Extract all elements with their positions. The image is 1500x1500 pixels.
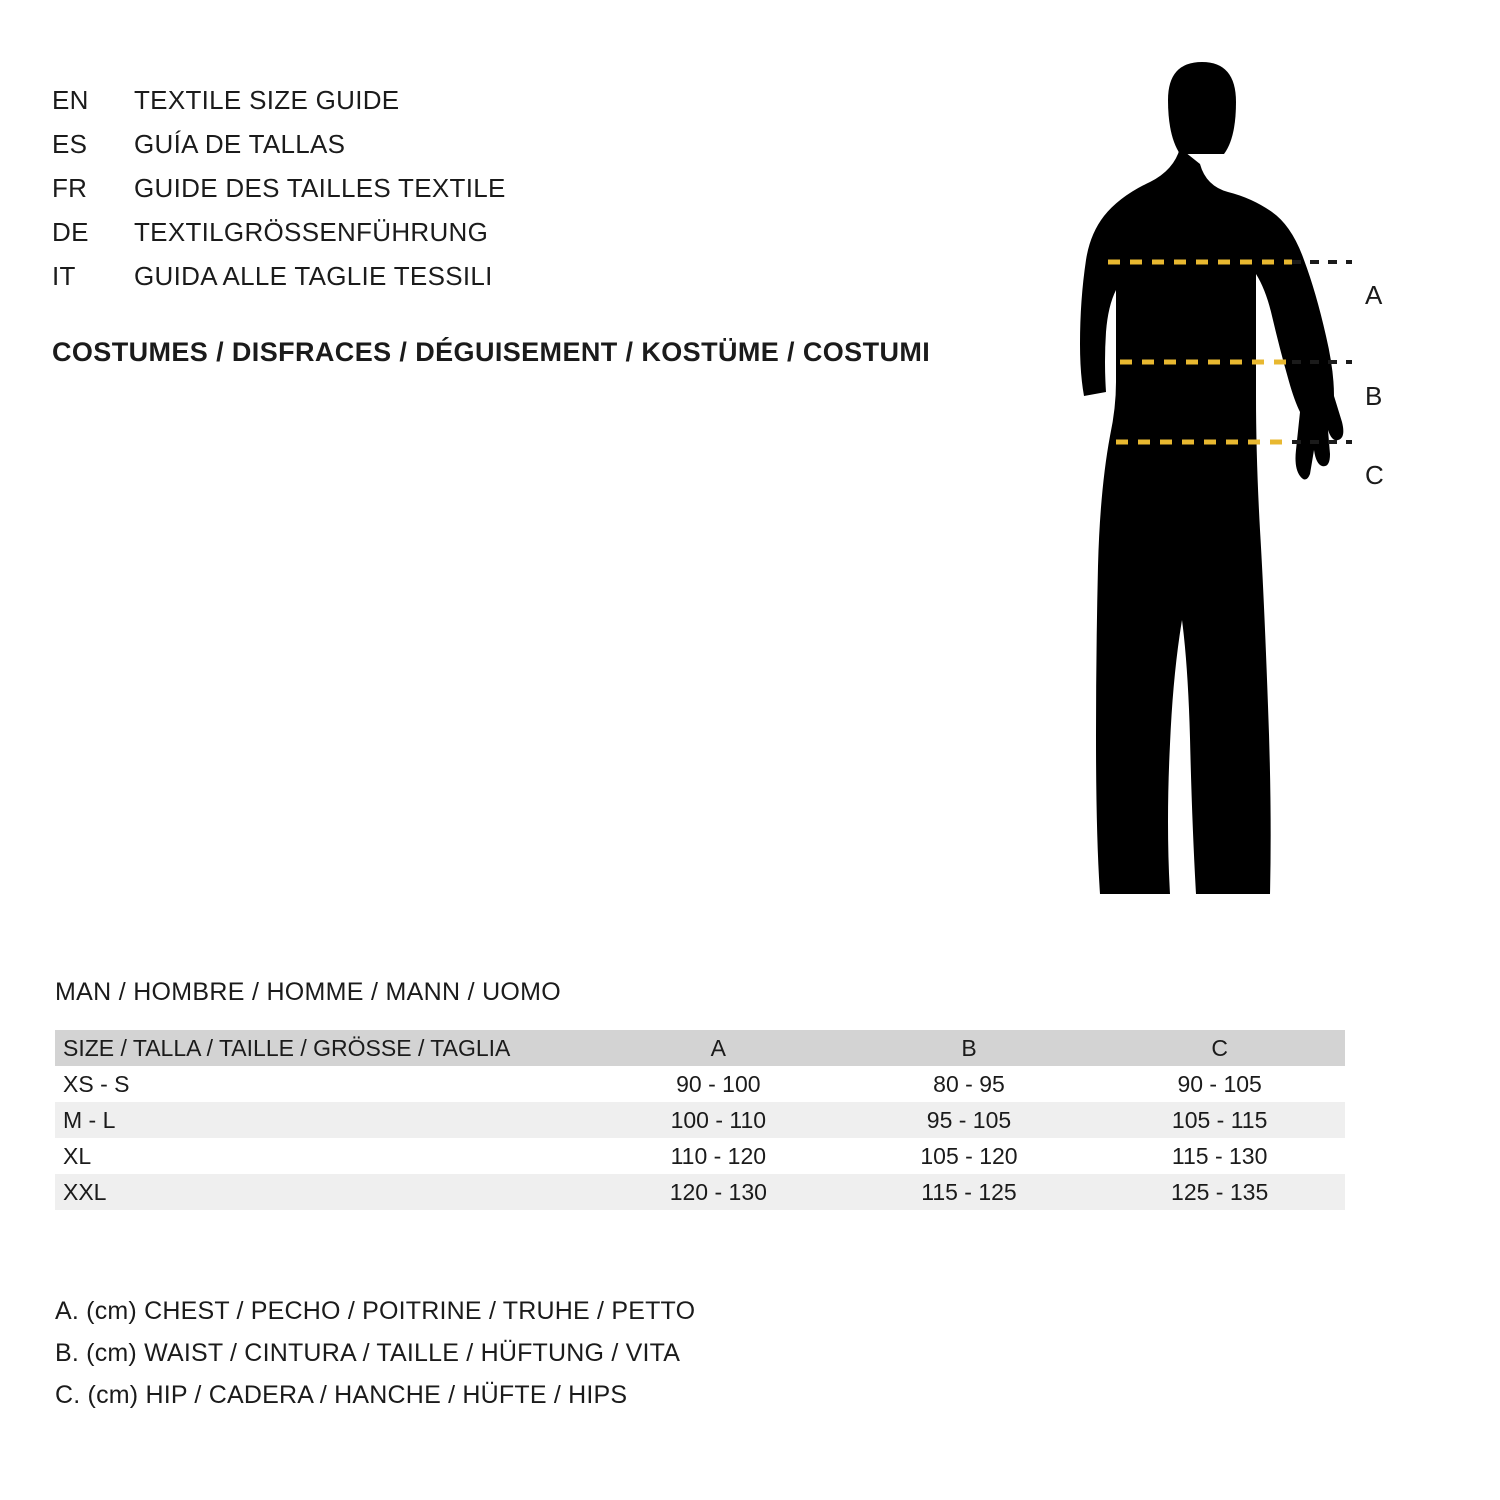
language-row (52, 210, 1032, 254)
size-table (55, 1030, 1345, 1210)
table-cell-c: 125 - 135 (1094, 1174, 1345, 1210)
language-title: GUIDE DES TAILLES TEXTILE (134, 173, 506, 203)
table-cell-a: 110 - 120 (593, 1138, 844, 1174)
language-title: TEXTILGRÖSSENFÜHRUNG (134, 217, 489, 247)
table-row (55, 1138, 1345, 1174)
legend-line-c: C. (cm) HIP / CADERA / HANCHE / HÜFTE / HIPS (55, 1381, 628, 1409)
measure-label-a: A (1365, 280, 1383, 310)
measure-label-c: C (1365, 460, 1384, 490)
language-code: DE (52, 217, 89, 247)
measure-label-b: B (1365, 381, 1383, 411)
table-row (55, 1102, 1345, 1138)
table-cell-b: 105 - 120 (844, 1138, 1095, 1174)
language-code: EN (52, 85, 89, 115)
language-code: IT (52, 261, 76, 291)
legend-line-b: B. (cm) WAIST / CINTURA / TAILLE / HÜFTUNG / VITA (55, 1339, 681, 1367)
table-header-cell: C (1094, 1030, 1345, 1066)
table-header-row (55, 1030, 1345, 1066)
language-list (52, 78, 1032, 298)
table-cell-size: XXL (55, 1174, 593, 1210)
language-code: ES (52, 129, 88, 159)
table-row (55, 1066, 1345, 1102)
measurement-legend (55, 1290, 695, 1416)
language-row (52, 78, 1032, 122)
language-row (52, 122, 1032, 166)
table-cell-c: 115 - 130 (1094, 1138, 1345, 1174)
table-header-cell: A (593, 1030, 844, 1066)
table-header-cell: B (844, 1030, 1095, 1066)
table-section-title: MAN / HOMBRE / HOMME / MANN / UOMO (55, 978, 562, 1006)
table-cell-size: M - L (55, 1102, 593, 1138)
figure-silhouette-block (1020, 40, 1440, 940)
legend-line-a: A. (cm) CHEST / PECHO / POITRINE / TRUHE / PETTO (55, 1297, 696, 1325)
table-row (55, 1174, 1345, 1210)
language-title: GUIDA ALLE TAGLIE TESSILI (134, 261, 493, 291)
table-cell-size: XS - S (55, 1066, 593, 1102)
language-title: TEXTILE SIZE GUIDE (134, 85, 400, 115)
language-code: FR (52, 173, 88, 203)
costumes-heading: COSTUMES / DISFRACES / DÉGUISEMENT / KOSTÜME / COSTUMI (52, 337, 931, 367)
table-cell-size: XL (55, 1138, 593, 1174)
language-row (52, 166, 1032, 210)
table-cell-a: 120 - 130 (593, 1174, 844, 1210)
language-row (52, 254, 1032, 298)
table-cell-b: 80 - 95 (844, 1066, 1095, 1102)
table-cell-b: 115 - 125 (844, 1174, 1095, 1210)
table-cell-a: 90 - 100 (593, 1066, 844, 1102)
table-header-cell: SIZE / TALLA / TAILLE / GRÖSSE / TAGLIA (55, 1030, 593, 1066)
language-title: GUÍA DE TALLAS (134, 129, 346, 159)
table-cell-b: 95 - 105 (844, 1102, 1095, 1138)
table-cell-c: 105 - 115 (1094, 1102, 1345, 1138)
table-cell-a: 100 - 110 (593, 1102, 844, 1138)
table-cell-c: 90 - 105 (1094, 1066, 1345, 1102)
